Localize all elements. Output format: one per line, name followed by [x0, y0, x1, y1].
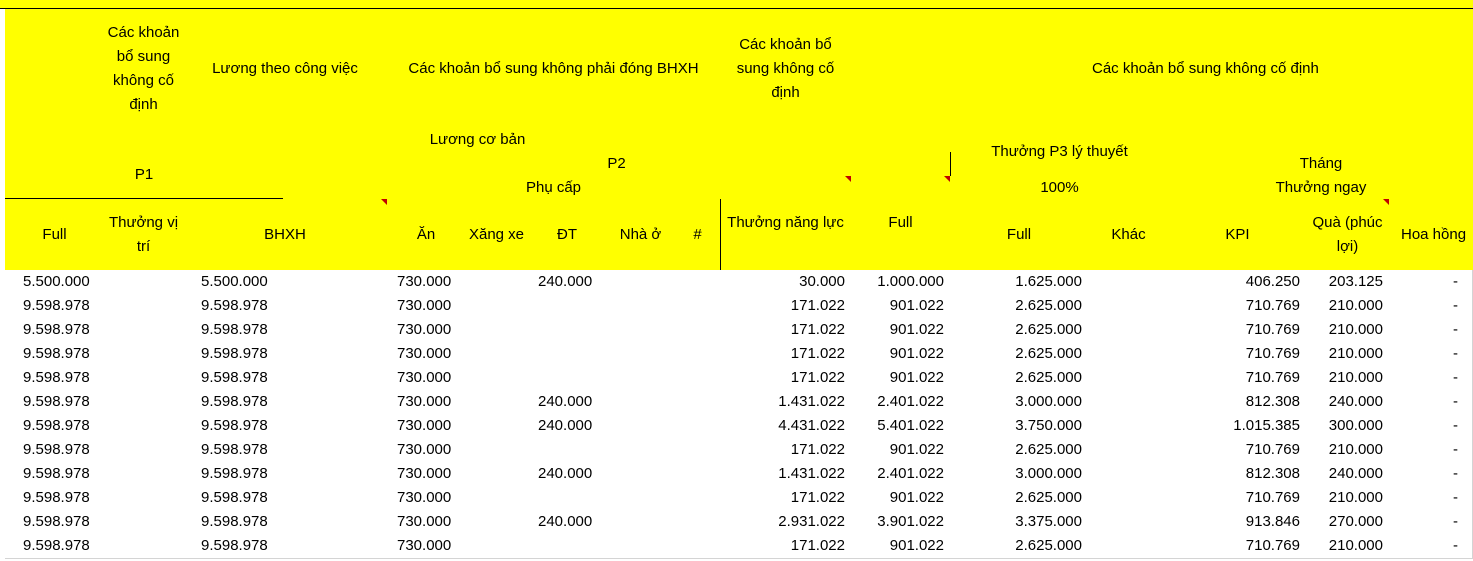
table-cell-empty[interactable] [283, 366, 388, 391]
table-cell-empty[interactable] [283, 294, 388, 319]
header-label: Tháng [1299, 155, 1343, 172]
table-cell-bhxh[interactable]: 5.500.000 [183, 270, 284, 295]
table-cell-full3[interactable]: 3.750.000 [950, 414, 1089, 439]
table-cell-hh[interactable]: - [1389, 342, 1473, 367]
table-cell-bhxh[interactable]: 9.598.978 [183, 342, 284, 367]
table-cell-empty[interactable] [606, 486, 676, 511]
table-cell-dt[interactable]: 240.000 [528, 390, 607, 415]
table-cell-empty[interactable] [104, 294, 184, 319]
table-cell-empty[interactable] [104, 510, 184, 535]
header-label: Các khoản bổ sung không cố định [736, 35, 835, 101]
header-hoa-hong[interactable] [1389, 199, 1473, 271]
table-cell-empty[interactable] [1088, 486, 1170, 511]
table-cell-hh[interactable]: - [1389, 414, 1473, 439]
table-cell-tnl[interactable]: 171.022 [720, 366, 852, 391]
table-cell-empty[interactable] [606, 414, 676, 439]
table-cell-empty[interactable] [606, 534, 676, 559]
table-cell-full[interactable]: 9.598.978 [5, 414, 105, 439]
table-cell-empty[interactable] [465, 318, 529, 343]
table-cell-empty[interactable] [104, 486, 184, 511]
table-cell-empty[interactable] [606, 462, 676, 487]
table-cell-full3[interactable]: 2.625.000 [950, 438, 1089, 463]
header-cell-blank-2[interactable] [851, 9, 951, 129]
table-cell-tnl[interactable]: 171.022 [720, 486, 852, 511]
table-cell-empty[interactable] [675, 534, 721, 559]
table-cell-hh[interactable]: - [1389, 390, 1473, 415]
table-cell-full2[interactable]: 901.022 [851, 294, 951, 319]
table-cell-hh[interactable]: - [1389, 486, 1473, 511]
table-cell-empty[interactable] [283, 534, 388, 559]
table-cell-dt[interactable] [528, 486, 607, 511]
header-label: # [693, 225, 702, 243]
table-cell-tnl[interactable]: 171.022 [720, 534, 852, 559]
table-cell-empty[interactable] [1088, 462, 1170, 487]
table-cell-full[interactable]: 9.598.978 [5, 438, 105, 463]
table-cell-tnl[interactable]: 171.022 [720, 318, 852, 343]
table-cell-empty[interactable] [465, 342, 529, 367]
table-cell-empty[interactable] [465, 270, 529, 295]
table-cell-bhxh[interactable]: 9.598.978 [183, 438, 284, 463]
table-cell-empty[interactable] [104, 318, 184, 343]
header-qua-phuc-loi[interactable] [1306, 199, 1390, 271]
table-cell-empty[interactable] [283, 342, 388, 367]
table-cell-qua[interactable]: 210.000 [1306, 342, 1390, 367]
table-cell-empty[interactable] [104, 270, 184, 295]
header-p2[interactable] [283, 152, 951, 177]
table-cell-empty[interactable] [1088, 294, 1170, 319]
header-an[interactable] [387, 199, 466, 271]
header-label: Thưởng năng lực [727, 214, 844, 231]
table-cell-bhxh[interactable]: 9.598.978 [183, 510, 284, 535]
table-cell-dt[interactable] [528, 342, 607, 367]
header-label: 100% [1040, 178, 1079, 196]
header-label: Lương theo công việc [212, 59, 358, 77]
table-cell-empty[interactable] [1088, 414, 1170, 439]
table-cell-full2[interactable]: 901.022 [851, 366, 951, 391]
header-label: BHXH [264, 225, 306, 243]
header-kpi[interactable] [1169, 199, 1307, 271]
table-cell-an[interactable]: 730.000 [387, 414, 466, 439]
table-cell-full3[interactable]: 3.000.000 [950, 462, 1089, 487]
table-cell-tnl[interactable]: 171.022 [720, 294, 852, 319]
table-cell-empty[interactable] [104, 462, 184, 487]
header-label: Các khoản bổ sung không cố định [107, 23, 180, 113]
table-cell-empty[interactable] [606, 294, 676, 319]
table-cell-kpi[interactable]: 710.769 [1169, 438, 1307, 463]
header-label: Khác [1111, 225, 1146, 243]
table-cell-empty[interactable] [606, 270, 676, 295]
table-cell-full3[interactable]: 2.625.000 [950, 366, 1089, 391]
header-bhxh[interactable] [183, 199, 388, 271]
header-thuong-nang-luc[interactable] [720, 176, 852, 271]
table-cell-hh[interactable]: - [1389, 294, 1473, 319]
table-cell-empty[interactable] [283, 510, 388, 535]
table-cell-an[interactable]: 730.000 [387, 438, 466, 463]
table-cell-qua[interactable]: 240.000 [1306, 390, 1390, 415]
header-thuong-p3[interactable] [950, 128, 1170, 177]
header-full-1[interactable] [5, 199, 105, 271]
header-cac-khoan-bo-sung-2[interactable] [720, 9, 852, 129]
table-cell-empty[interactable] [283, 414, 388, 439]
table-cell-empty[interactable] [465, 486, 529, 511]
header-label: Quà (phúc lợi) [1312, 213, 1383, 255]
header-label: P1 [134, 166, 154, 183]
table-cell-full[interactable]: 9.598.978 [5, 462, 105, 487]
table-cell-full2[interactable]: 2.401.022 [851, 390, 951, 415]
header-label: Thưởng P3 lý thuyết [991, 143, 1128, 160]
table-cell-full2[interactable]: 901.022 [851, 342, 951, 367]
table-cell-dt[interactable] [528, 534, 607, 559]
table-cell-full3[interactable]: 3.000.000 [950, 390, 1089, 415]
header-cac-khoan-bo-sung-3[interactable] [1088, 9, 1473, 129]
table-cell-empty[interactable] [606, 390, 676, 415]
table-cell-empty[interactable] [104, 342, 184, 367]
header-100-pct[interactable] [950, 176, 1170, 200]
table-cell-bhxh[interactable]: 9.598.978 [183, 294, 284, 319]
header-thang[interactable] [1169, 152, 1473, 177]
table-cell-qua[interactable]: 270.000 [1306, 510, 1390, 535]
table-cell-empty[interactable] [465, 294, 529, 319]
header-cac-khoan-bo-sung-1[interactable] [104, 9, 184, 129]
table-cell-empty[interactable] [1088, 438, 1170, 463]
table-cell-hh[interactable]: - [1389, 318, 1473, 343]
header-khong-dong-bhxh[interactable] [387, 9, 721, 129]
table-cell-empty[interactable] [675, 318, 721, 343]
table-cell-empty[interactable] [104, 534, 184, 559]
header-label: Xăng xe [468, 225, 525, 243]
table-cell-full3[interactable]: 2.625.000 [950, 534, 1089, 559]
table-cell-qua[interactable]: 210.000 [1306, 486, 1390, 511]
table-cell-an[interactable]: 730.000 [387, 294, 466, 319]
table-cell-empty[interactable] [1088, 534, 1170, 559]
table-cell-empty[interactable] [465, 534, 529, 559]
table-cell-qua[interactable]: 240.000 [1306, 462, 1390, 487]
header-label: Các khoản bổ sung không cố định [1092, 59, 1319, 77]
table-cell-full3[interactable]: 3.375.000 [950, 510, 1089, 535]
table-cell-empty[interactable] [104, 366, 184, 391]
table-cell-dt[interactable]: 240.000 [528, 270, 607, 295]
table-cell-hh[interactable]: - [1389, 534, 1473, 559]
table-cell-full2[interactable]: 1.000.000 [851, 270, 951, 295]
table-cell-an[interactable]: 730.000 [387, 534, 466, 559]
table-cell-an[interactable]: 730.000 [387, 318, 466, 343]
table-cell-dt[interactable] [528, 366, 607, 391]
table-cell-hh[interactable]: - [1389, 510, 1473, 535]
header-label: Full [888, 214, 913, 231]
table-cell-hh[interactable]: - [1389, 438, 1473, 463]
table-cell-full3[interactable]: 2.625.000 [950, 342, 1089, 367]
table-cell-full2[interactable]: 2.401.022 [851, 462, 951, 487]
table-cell-an[interactable]: 730.000 [387, 270, 466, 295]
table-cell-tnl[interactable]: 30.000 [720, 270, 852, 295]
table-cell-kpi[interactable]: 710.769 [1169, 534, 1307, 559]
table-cell-full[interactable]: 5.500.000 [5, 270, 105, 295]
table-cell-empty[interactable] [1088, 318, 1170, 343]
header-phu-cap[interactable] [387, 176, 721, 200]
header-label: Nhà ở [619, 225, 662, 243]
table-cell-full[interactable]: 9.598.978 [5, 342, 105, 367]
header-label: Lương cơ bản [429, 131, 526, 148]
header-full-2[interactable] [851, 176, 951, 271]
table-cell-kpi[interactable]: 812.308 [1169, 390, 1307, 415]
table-cell-empty[interactable] [283, 486, 388, 511]
table-cell-kpi[interactable]: 710.769 [1169, 294, 1307, 319]
table-cell-qua[interactable]: 210.000 [1306, 366, 1390, 391]
table-cell-kpi[interactable]: 710.769 [1169, 342, 1307, 367]
table-cell-full2[interactable]: 901.022 [851, 438, 951, 463]
table-cell-bhxh[interactable]: 9.598.978 [183, 414, 284, 439]
table-cell-empty[interactable] [675, 486, 721, 511]
table-cell-tnl[interactable]: 4.431.022 [720, 414, 852, 439]
table-cell-hh[interactable]: - [1389, 270, 1473, 295]
table-cell-full3[interactable]: 2.625.000 [950, 486, 1089, 511]
table-cell-full3[interactable]: 2.625.000 [950, 318, 1089, 343]
table-cell-full3[interactable]: 2.625.000 [950, 294, 1089, 319]
table-cell-empty[interactable] [104, 390, 184, 415]
table-cell-full[interactable]: 9.598.978 [5, 294, 105, 319]
table-cell-empty[interactable] [283, 390, 388, 415]
header-label: Thưởng ngay [1275, 178, 1367, 196]
table-cell-empty[interactable] [675, 414, 721, 439]
table-cell-full2[interactable]: 901.022 [851, 318, 951, 343]
table-cell-empty[interactable] [675, 342, 721, 367]
table-cell-qua[interactable]: 300.000 [1306, 414, 1390, 439]
table-cell-full2[interactable]: 3.901.022 [851, 510, 951, 535]
header-label: Thưởng vị trí [108, 213, 179, 255]
header-cell-blank-5[interactable] [283, 176, 388, 200]
header-label: Các khoản bổ sung không phải đóng BHXH [408, 59, 699, 77]
table-cell-kpi[interactable]: 710.769 [1169, 318, 1307, 343]
table-cell-full[interactable]: 9.598.978 [5, 510, 105, 535]
table-cell-tnl[interactable]: 1.431.022 [720, 390, 852, 415]
table-cell-empty[interactable] [283, 462, 388, 487]
header-label: ĐT [557, 225, 577, 243]
table-cell-an[interactable]: 730.000 [387, 366, 466, 391]
table-cell-empty[interactable] [465, 438, 529, 463]
table-cell-kpi[interactable]: 812.308 [1169, 462, 1307, 487]
table-cell-empty[interactable] [675, 510, 721, 535]
table-cell-tnl[interactable]: 171.022 [720, 342, 852, 367]
table-cell-dt[interactable] [528, 438, 607, 463]
table-cell-empty[interactable] [465, 390, 529, 415]
table-cell-kpi[interactable]: 710.769 [1169, 366, 1307, 391]
header-luong-theo-cong-viec[interactable] [183, 9, 388, 129]
table-cell-empty[interactable] [1088, 270, 1170, 295]
table-cell-empty[interactable] [283, 318, 388, 343]
table-cell-empty[interactable] [675, 462, 721, 487]
header-label: Full [42, 225, 67, 243]
table-cell-empty[interactable] [283, 438, 388, 463]
table-cell-empty[interactable] [606, 510, 676, 535]
header-full-3[interactable] [950, 199, 1089, 271]
table-cell-an[interactable]: 730.000 [387, 342, 466, 367]
header-dt[interactable] [528, 199, 607, 271]
table-cell-empty[interactable] [104, 414, 184, 439]
header-p1[interactable] [5, 152, 284, 199]
table-cell-empty[interactable] [675, 438, 721, 463]
header-thuong-ngay[interactable] [1169, 176, 1473, 200]
header-label: Hoa hồng [1401, 225, 1467, 243]
table-cell-full[interactable]: 9.598.978 [5, 486, 105, 511]
table-cell-full2[interactable]: 5.401.022 [851, 414, 951, 439]
table-cell-qua[interactable]: 210.000 [1306, 318, 1390, 343]
table-cell-full[interactable]: 9.598.978 [5, 366, 105, 391]
table-cell-bhxh[interactable]: 9.598.978 [183, 462, 284, 487]
table-cell-kpi[interactable]: 406.250 [1169, 270, 1307, 295]
table-cell-empty[interactable] [606, 366, 676, 391]
table-cell-empty[interactable] [606, 342, 676, 367]
table-cell-bhxh[interactable]: 9.598.978 [183, 534, 284, 559]
header-label: Full [1006, 225, 1032, 243]
header-label: P2 [607, 155, 626, 172]
table-cell-qua[interactable]: 203.125 [1306, 270, 1390, 295]
table-cell-an[interactable]: 730.000 [387, 510, 466, 535]
table-cell-kpi[interactable]: 913.846 [1169, 510, 1307, 535]
table-cell-dt[interactable]: 240.000 [528, 462, 607, 487]
table-cell-empty[interactable] [675, 294, 721, 319]
table-cell-empty[interactable] [465, 366, 529, 391]
table-cell-an[interactable]: 730.000 [387, 486, 466, 511]
header-thuong-vi-tri[interactable] [104, 199, 184, 271]
header-label: Phụ cấp [525, 178, 582, 196]
table-cell-empty[interactable] [283, 270, 388, 295]
header-cell-blank-1[interactable] [5, 9, 105, 129]
table-cell-empty[interactable] [675, 270, 721, 295]
table-cell-full[interactable]: 9.598.978 [5, 318, 105, 343]
table-cell-an[interactable]: 730.000 [387, 390, 466, 415]
table-cell-empty[interactable] [606, 318, 676, 343]
header-cell-blank-3[interactable] [950, 9, 1089, 129]
table-cell-empty[interactable] [465, 462, 529, 487]
table-cell-dt[interactable] [528, 294, 607, 319]
top-edge-row [0, 0, 1473, 9]
table-cell-dt[interactable] [528, 318, 607, 343]
table-cell-dt[interactable]: 240.000 [528, 510, 607, 535]
table-cell-bhxh[interactable]: 9.598.978 [183, 486, 284, 511]
header-label: Ăn [416, 225, 436, 243]
header-xang-xe[interactable] [465, 199, 529, 271]
header-label: KPI [1225, 225, 1250, 243]
table-cell-full3[interactable]: 1.625.000 [950, 270, 1089, 295]
table-cell-an[interactable]: 730.000 [387, 462, 466, 487]
table-cell-tnl[interactable]: 171.022 [720, 438, 852, 463]
table-cell-empty[interactable] [1088, 390, 1170, 415]
table-cell-full2[interactable]: 901.022 [851, 534, 951, 559]
table-cell-empty[interactable] [1088, 342, 1170, 367]
header-khac[interactable] [1088, 199, 1170, 271]
table-cell-bhxh[interactable]: 9.598.978 [183, 318, 284, 343]
table-cell-empty[interactable] [606, 438, 676, 463]
table-cell-dt[interactable]: 240.000 [528, 414, 607, 439]
table-cell-qua[interactable]: 210.000 [1306, 294, 1390, 319]
table-cell-full[interactable]: 9.598.978 [5, 534, 105, 559]
table-cell-empty[interactable] [1088, 510, 1170, 535]
table-cell-empty[interactable] [465, 414, 529, 439]
header-luong-co-ban[interactable] [5, 128, 951, 153]
header-cell-blank-4[interactable] [1169, 128, 1473, 153]
table-cell-full[interactable]: 9.598.978 [5, 390, 105, 415]
table-cell-empty[interactable] [675, 390, 721, 415]
table-cell-kpi[interactable]: 710.769 [1169, 486, 1307, 511]
table-cell-kpi[interactable]: 1.015.385 [1169, 414, 1307, 439]
header-hash[interactable] [675, 199, 721, 271]
table-cell-bhxh[interactable]: 9.598.978 [183, 390, 284, 415]
table-cell-empty[interactable] [465, 510, 529, 535]
table-cell-tnl[interactable]: 2.931.022 [720, 510, 852, 535]
table-cell-qua[interactable]: 210.000 [1306, 534, 1390, 559]
table-cell-bhxh[interactable]: 9.598.978 [183, 366, 284, 391]
table-cell-full2[interactable]: 901.022 [851, 486, 951, 511]
table-cell-empty[interactable] [1088, 366, 1170, 391]
table-cell-tnl[interactable]: 1.431.022 [720, 462, 852, 487]
table-cell-hh[interactable]: - [1389, 366, 1473, 391]
table-cell-empty[interactable] [675, 366, 721, 391]
table-cell-empty[interactable] [104, 438, 184, 463]
table-cell-hh[interactable]: - [1389, 462, 1473, 487]
header-nha-o[interactable] [606, 199, 676, 271]
table-cell-qua[interactable]: 210.000 [1306, 438, 1390, 463]
